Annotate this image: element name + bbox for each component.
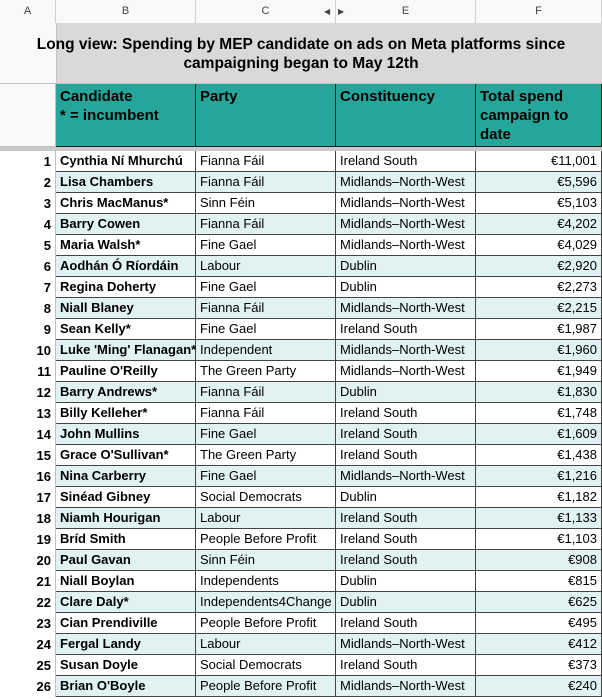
table-row: [0, 193, 602, 214]
cell-constituency[interactable]: Midlands–North-West: [336, 340, 476, 361]
cell-spend[interactable]: €2,273: [476, 277, 602, 298]
cell-spend[interactable]: €1,830: [476, 382, 602, 403]
row-number[interactable]: 5: [0, 235, 56, 256]
column-header-a[interactable]: A: [0, 0, 56, 23]
cell-party[interactable]: People Before Profit: [196, 613, 336, 634]
row-number[interactable]: 23: [0, 613, 56, 634]
cell-spend[interactable]: €373: [476, 655, 602, 676]
table-row: [0, 550, 602, 571]
cell-constituency[interactable]: Ireland South: [336, 319, 476, 340]
cell-spend[interactable]: €2,920: [476, 256, 602, 277]
row-number[interactable]: 20: [0, 550, 56, 571]
cell-constituency[interactable]: Ireland South: [336, 508, 476, 529]
row-number[interactable]: 9: [0, 319, 56, 340]
cell-party[interactable]: Independents4Change: [196, 592, 336, 613]
cell-party[interactable]: Fianna Fáil: [196, 151, 336, 172]
cell-candidate[interactable]: Niall Blaney: [56, 298, 196, 319]
row-number-header[interactable]: [0, 84, 56, 147]
cell-constituency[interactable]: Midlands–North-West: [336, 193, 476, 214]
cell-constituency[interactable]: Midlands–North-West: [336, 235, 476, 256]
cell-party[interactable]: People Before Profit: [196, 529, 336, 550]
row-number[interactable]: 4: [0, 214, 56, 235]
cell-candidate[interactable]: Brian O'Boyle: [56, 676, 196, 697]
table-row: [0, 319, 602, 340]
cell-spend[interactable]: €4,202: [476, 214, 602, 235]
hidden-column-left-arrow-icon[interactable]: ◀: [324, 7, 331, 16]
table-row: [0, 403, 602, 424]
column-header-f[interactable]: F: [476, 0, 602, 23]
cell-spend[interactable]: €1,987: [476, 319, 602, 340]
hidden-column-right-arrow-icon[interactable]: ▶: [338, 7, 345, 16]
row-number[interactable]: 7: [0, 277, 56, 298]
cell-spend[interactable]: €4,029: [476, 235, 602, 256]
table-row: [0, 214, 602, 235]
table-row: [0, 424, 602, 445]
cell-constituency[interactable]: Midlands–North-West: [336, 361, 476, 382]
cell-constituency[interactable]: Ireland South: [336, 529, 476, 550]
cell-spend[interactable]: €1,182: [476, 487, 602, 508]
cell-party[interactable]: Fianna Fáil: [196, 403, 336, 424]
table-row: [0, 466, 602, 487]
cell-candidate[interactable]: Niamh Hourigan: [56, 508, 196, 529]
cell-constituency[interactable]: Dublin: [336, 592, 476, 613]
cell-constituency[interactable]: Midlands–North-West: [336, 634, 476, 655]
cell-spend[interactable]: €1,216: [476, 466, 602, 487]
cell-party[interactable]: Fianna Fáil: [196, 214, 336, 235]
cell-party[interactable]: Fianna Fáil: [196, 298, 336, 319]
cell-spend[interactable]: €1,748: [476, 403, 602, 424]
cell-constituency[interactable]: Ireland South: [336, 655, 476, 676]
table-row: [0, 634, 602, 655]
cell-constituency[interactable]: Midlands–North-West: [336, 298, 476, 319]
table-row: [0, 592, 602, 613]
cell-constituency[interactable]: Midlands–North-West: [336, 676, 476, 697]
table-row: [0, 361, 602, 382]
cell-candidate[interactable]: Billy Kelleher*: [56, 403, 196, 424]
cell-party[interactable]: Sinn Féin: [196, 193, 336, 214]
cell-party[interactable]: Independents: [196, 571, 336, 592]
table-row: [0, 487, 602, 508]
cell-constituency[interactable]: Ireland South: [336, 445, 476, 466]
cell-constituency[interactable]: Ireland South: [336, 550, 476, 571]
column-header-bar: [0, 0, 602, 24]
table-row: [0, 508, 602, 529]
cell-constituency[interactable]: Ireland South: [336, 613, 476, 634]
table-row: [0, 676, 602, 697]
cell-constituency[interactable]: Dublin: [336, 571, 476, 592]
cell-party[interactable]: People Before Profit: [196, 676, 336, 697]
cell-spend[interactable]: €1,103: [476, 529, 602, 550]
cell-party[interactable]: Fianna Fáil: [196, 172, 336, 193]
row-number[interactable]: 6: [0, 256, 56, 277]
row-number[interactable]: 14: [0, 424, 56, 445]
row-number[interactable]: 12: [0, 382, 56, 403]
cell-candidate[interactable]: Pauline O'Reilly: [56, 361, 196, 382]
row-number[interactable]: 25: [0, 655, 56, 676]
table-row: [0, 298, 602, 319]
cell-spend[interactable]: €240: [476, 676, 602, 697]
cell-candidate[interactable]: Niall Boylan: [56, 571, 196, 592]
cell-candidate[interactable]: Cynthia Ní Mhurchú: [56, 151, 196, 172]
cell-spend[interactable]: €1,609: [476, 424, 602, 445]
cell-candidate[interactable]: Sinéad Gibney: [56, 487, 196, 508]
cell-party[interactable]: Fine Gael: [196, 424, 336, 445]
row-number[interactable]: 24: [0, 634, 56, 655]
row-number[interactable]: 19: [0, 529, 56, 550]
table-row: [0, 235, 602, 256]
cell-party[interactable]: Labour: [196, 256, 336, 277]
table-row: [0, 529, 602, 550]
cell-party[interactable]: Fianna Fáil: [196, 382, 336, 403]
cell-spend[interactable]: €625: [476, 592, 602, 613]
cell-constituency[interactable]: Midlands–North-West: [336, 214, 476, 235]
cell-party[interactable]: Fine Gael: [196, 277, 336, 298]
row-number[interactable]: 26: [0, 676, 56, 697]
cell-candidate[interactable]: Cian Prendiville: [56, 613, 196, 634]
header-spend[interactable]: Total spend campaign to date: [476, 84, 602, 147]
header-row: [0, 84, 602, 147]
cell-spend[interactable]: €5,103: [476, 193, 602, 214]
title-row: [0, 23, 602, 84]
row-number[interactable]: 1: [0, 151, 56, 172]
row-number[interactable]: 21: [0, 571, 56, 592]
cell-spend[interactable]: €2,215: [476, 298, 602, 319]
cell-spend[interactable]: €412: [476, 634, 602, 655]
row-number[interactable]: 15: [0, 445, 56, 466]
cell-candidate[interactable]: Grace O'Sullivan*: [56, 445, 196, 466]
cell-candidate[interactable]: Aodhán Ó Ríordáin: [56, 256, 196, 277]
cell-candidate[interactable]: Lisa Chambers: [56, 172, 196, 193]
cell-spend[interactable]: €1,438: [476, 445, 602, 466]
cell-candidate[interactable]: Regina Doherty: [56, 277, 196, 298]
cell-spend[interactable]: €495: [476, 613, 602, 634]
cell-constituency[interactable]: Ireland South: [336, 403, 476, 424]
table-row: [0, 340, 602, 361]
header-candidate[interactable]: Candidate * = incumbent: [56, 84, 196, 147]
table-row: [0, 613, 602, 634]
row-number[interactable]: 2: [0, 172, 56, 193]
cell-party[interactable]: Sinn Féin: [196, 550, 336, 571]
cell-constituency[interactable]: Dublin: [336, 277, 476, 298]
cell-party[interactable]: Social Democrats: [196, 487, 336, 508]
cell-candidate[interactable]: Barry Cowen: [56, 214, 196, 235]
cell-constituency[interactable]: Midlands–North-West: [336, 466, 476, 487]
cell-candidate[interactable]: Luke 'Ming' Flanagan*: [56, 340, 196, 361]
cell-party[interactable]: Labour: [196, 508, 336, 529]
cell-constituency[interactable]: Dublin: [336, 487, 476, 508]
row-number[interactable]: 13: [0, 403, 56, 424]
table-row: [0, 571, 602, 592]
row-number[interactable]: 18: [0, 508, 56, 529]
table-row: [0, 655, 602, 676]
cell-candidate[interactable]: John Mullins: [56, 424, 196, 445]
cell-candidate[interactable]: Chris MacManus*: [56, 193, 196, 214]
cell-spend[interactable]: €1,960: [476, 340, 602, 361]
row-number[interactable]: 8: [0, 298, 56, 319]
sheet-title[interactable]: Long view: Spending by MEP candidate on ads on Meta platforms since campaigning began to May 12th: [36, 36, 566, 72]
cell-spend[interactable]: €11,001: [476, 151, 602, 172]
cell-constituency[interactable]: Midlands–North-West: [336, 172, 476, 193]
cell-party[interactable]: Fine Gael: [196, 319, 336, 340]
table-row: [0, 445, 602, 466]
cell-spend[interactable]: €1,949: [476, 361, 602, 382]
cell-party[interactable]: Labour: [196, 634, 336, 655]
cell-candidate[interactable]: Bríd Smith: [56, 529, 196, 550]
header-party[interactable]: Party: [196, 84, 336, 147]
cell-spend[interactable]: €815: [476, 571, 602, 592]
row-number[interactable]: 11: [0, 361, 56, 382]
row-number[interactable]: 16: [0, 466, 56, 487]
table-row: [0, 277, 602, 298]
cell-candidate[interactable]: Maria Walsh*: [56, 235, 196, 256]
cell-candidate[interactable]: Nina Carberry: [56, 466, 196, 487]
cell-constituency[interactable]: Ireland South: [336, 424, 476, 445]
cell-spend[interactable]: €5,596: [476, 172, 602, 193]
table-row: [0, 256, 602, 277]
cell-candidate[interactable]: Clare Daly*: [56, 592, 196, 613]
cell-candidate[interactable]: Barry Andrews*: [56, 382, 196, 403]
row-number[interactable]: 10: [0, 340, 56, 361]
row-number[interactable]: 17: [0, 487, 56, 508]
cell-party[interactable]: The Green Party: [196, 445, 336, 466]
cell-constituency[interactable]: Dublin: [336, 382, 476, 403]
table-row: [0, 382, 602, 403]
cell-party[interactable]: Social Democrats: [196, 655, 336, 676]
column-header-c[interactable]: C: [196, 0, 336, 23]
cell-candidate[interactable]: Fergal Landy: [56, 634, 196, 655]
column-header-b[interactable]: B: [56, 0, 196, 23]
cell-party[interactable]: Independent: [196, 340, 336, 361]
cell-party[interactable]: Fine Gael: [196, 466, 336, 487]
cell-party[interactable]: Fine Gael: [196, 235, 336, 256]
cell-constituency[interactable]: Dublin: [336, 256, 476, 277]
row-number[interactable]: 22: [0, 592, 56, 613]
cell-constituency[interactable]: Ireland South: [336, 151, 476, 172]
row-number[interactable]: 3: [0, 193, 56, 214]
cell-party[interactable]: The Green Party: [196, 361, 336, 382]
column-header-e[interactable]: ◀ ▶ E: [336, 0, 476, 23]
table-row: [0, 151, 602, 172]
cell-candidate[interactable]: Sean Kelly*: [56, 319, 196, 340]
data-rows: [0, 151, 602, 697]
cell-candidate[interactable]: Susan Doyle: [56, 655, 196, 676]
header-constituency[interactable]: Constituency: [336, 84, 476, 147]
cell-spend[interactable]: €1,133: [476, 508, 602, 529]
table-row: [0, 172, 602, 193]
cell-candidate[interactable]: Paul Gavan: [56, 550, 196, 571]
cell-spend[interactable]: €908: [476, 550, 602, 571]
